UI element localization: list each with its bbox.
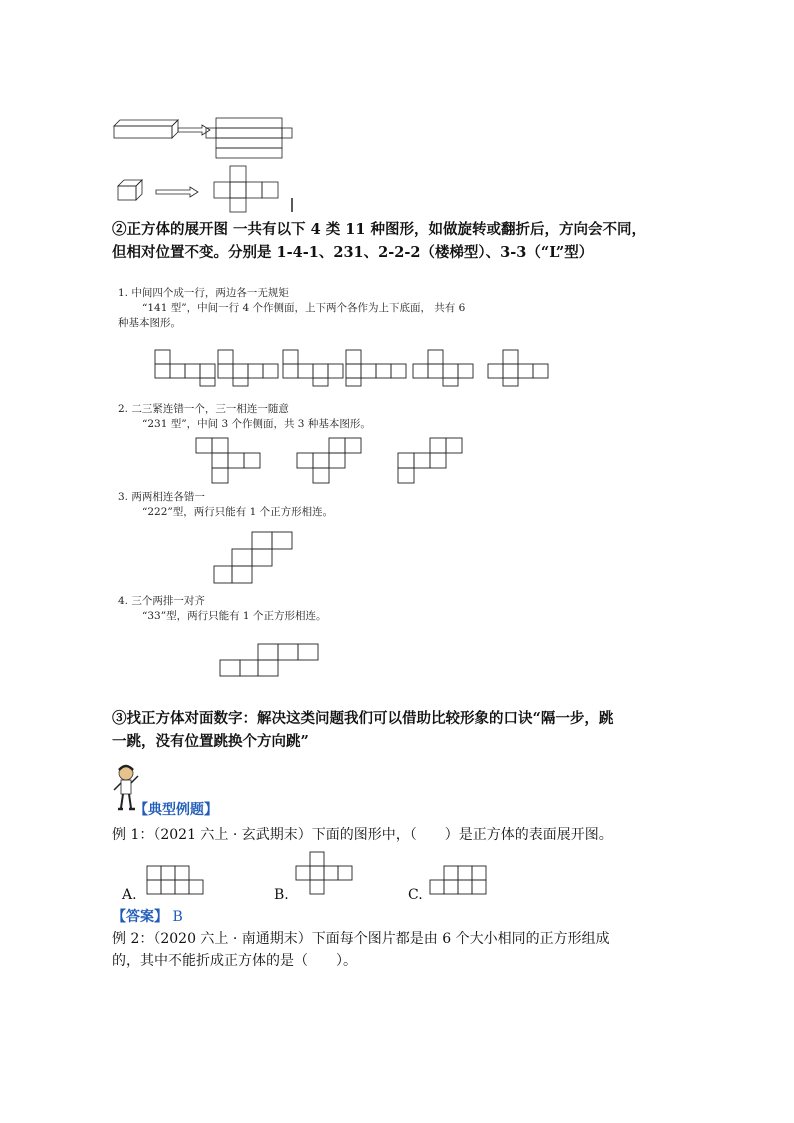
option-c-net [428,864,490,898]
type3-desc1: “222”型，两行只能有 1 个正方形相连。 [142,506,334,518]
type2-text [118,402,578,432]
type3-title: 3. 两两相连各错一 [118,491,205,503]
example1-question: 例 1：（2021 六上 · 玄武期末）下面的图形中，（ ）是正方体的表面展开图。 [112,827,613,843]
section3-text [112,707,792,753]
type1-title: 1. 中间四个成一行，两边各一无规矩 [118,287,289,299]
type1-text [118,286,578,331]
type1-desc1: “141 型”，中间一行 4 个作侧面，上下两个各作为上下底面， 共有 6 [142,302,466,314]
type4-desc1: “33”型，两行只能有 1 个正方形相连。 [142,610,327,622]
example2-line1: 例 2：（2020 六上 · 南通期末）下面每个图片都是由 6 个大小相同的正方形组成 [112,931,610,947]
type4-title: 4. 三个两排一对齐 [118,595,205,607]
type2-title: 2. 二三紧连错一个，三一相连一随意 [118,403,289,415]
example2-line2: 的，其中不能折成正方体的是（ ）。 [112,953,357,969]
type3-text [118,490,578,520]
type2-nets [194,436,474,486]
example1-option-c[interactable]: C. [408,887,423,903]
section3-line2: 一跳，没有位置跳换个方向跳” [112,733,309,750]
section2-line2: 但相对位置不变。分别是 1-4-1、231、2-2-2（楼梯型）、3-3（“L”型） [112,244,594,261]
section2-line1: ②正方体的展开图 一共有以下 4 类 11 种图形，如做旋转或翻折后，方向会不同， [112,221,647,238]
answer-label: 【答案】 [112,909,168,925]
example2-question [112,928,792,972]
type4-net [218,642,328,682]
example1-option-a[interactable]: A. [122,887,137,903]
type4-text [118,594,578,624]
option-a-net [145,864,207,898]
example1-option-b[interactable]: B. [274,887,289,903]
section2-text [112,218,792,264]
type1-nets [150,348,550,388]
examples-header: 【典型例题】 [134,802,218,818]
type2-desc1: “231 型”，中间 3 个作侧面，共 3 种基本图形。 [142,418,371,430]
example1-answer [112,906,183,928]
section3-line1: ③找正方体对面数字：解决这类问题我们可以借助比较形象的口诀“隔一步，跳 [112,710,614,727]
option-b-net [294,850,356,898]
cube-unfold-figure [116,162,306,214]
type3-net [212,530,302,586]
answer-value: B [172,909,183,925]
type1-desc2: 种基本图形。 [118,317,181,329]
